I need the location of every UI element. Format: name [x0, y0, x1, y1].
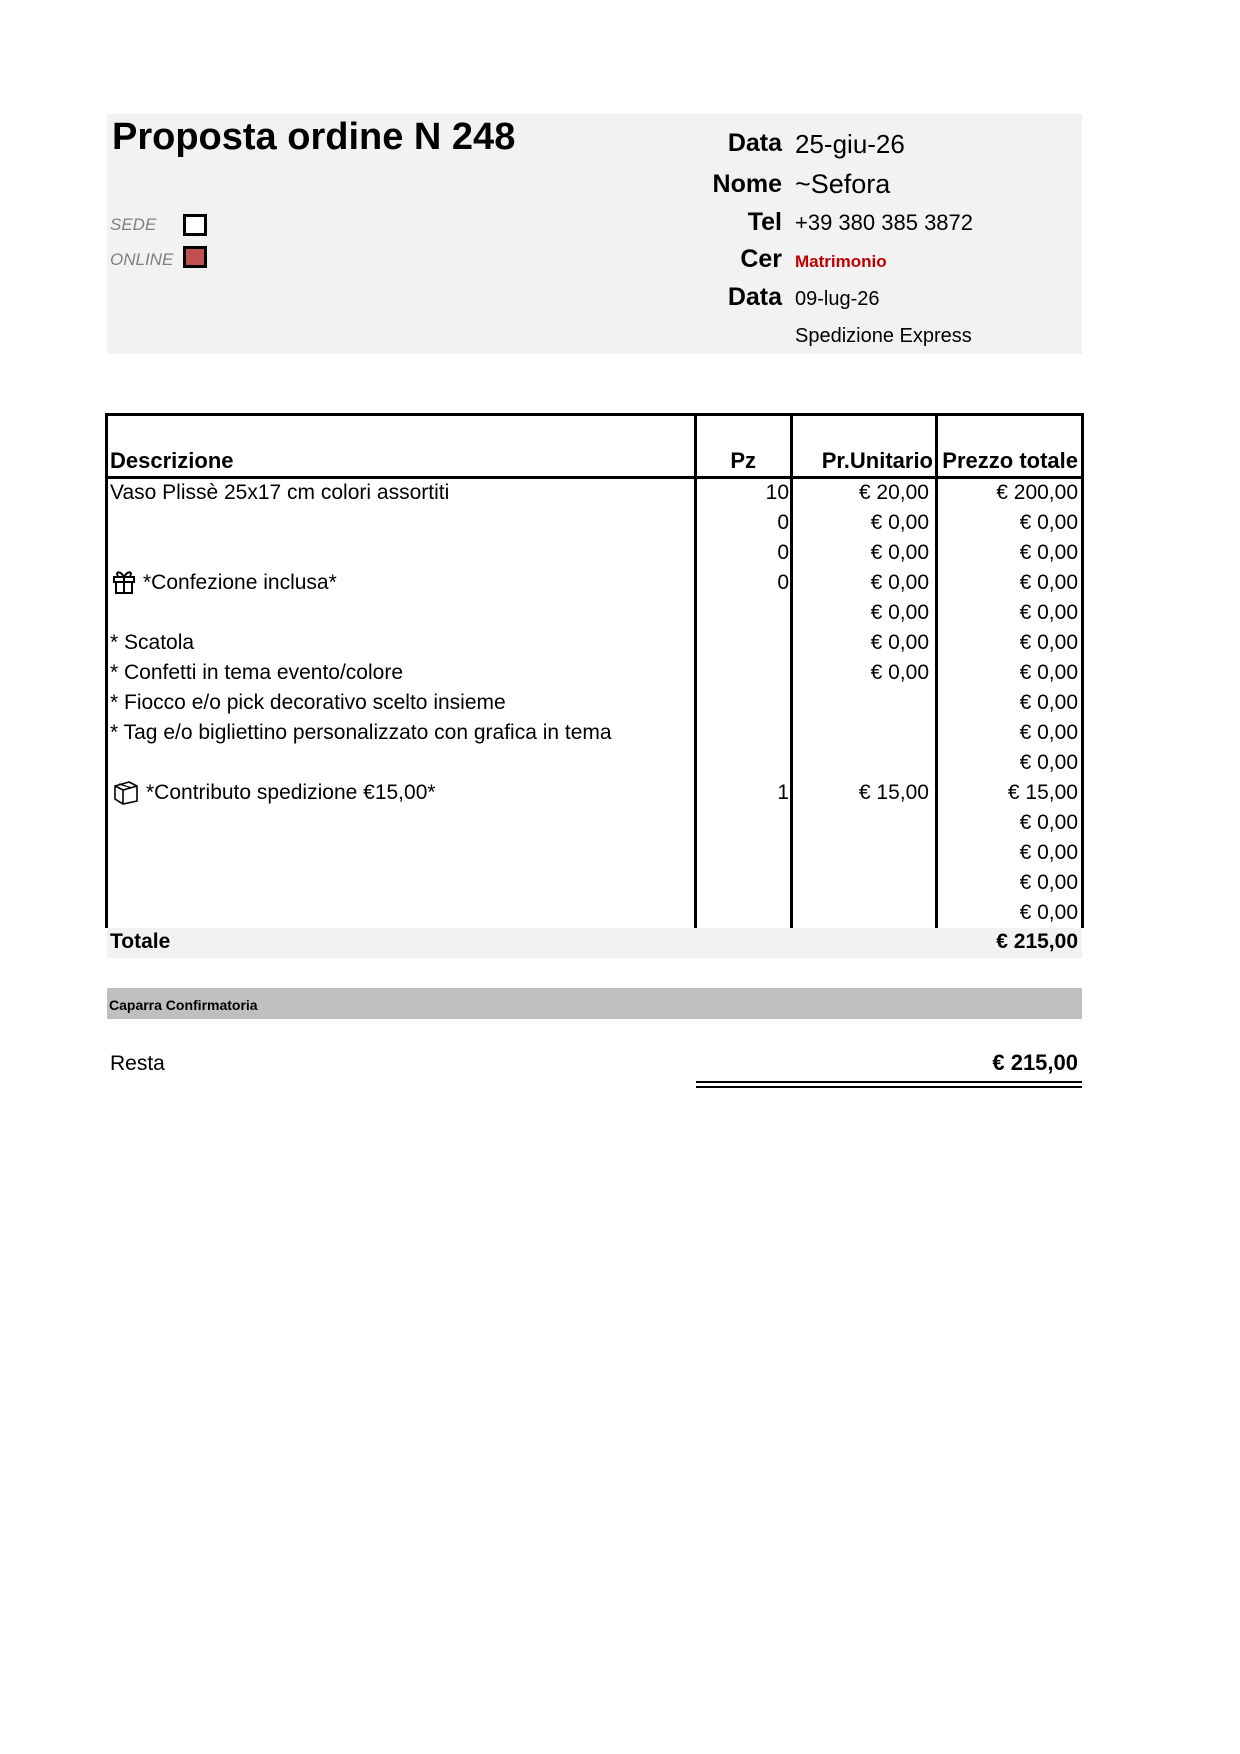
row-total-price: € 0,00	[1019, 631, 1078, 654]
table-divider-total	[935, 413, 938, 928]
row-total-price: € 0,00	[1019, 691, 1078, 714]
row-total-price: € 0,00	[1019, 841, 1078, 864]
row-unit-price: € 15,00	[858, 781, 929, 804]
row-unit-price: € 0,00	[870, 541, 929, 564]
option-label-online: ONLINE	[110, 250, 174, 269]
row-description: * Fiocco e/o pick decorativo scelto insieme	[110, 691, 506, 714]
remaining-double-rule-top	[696, 1081, 1082, 1083]
box-icon	[112, 778, 140, 811]
total-value: € 215,00	[996, 930, 1078, 953]
row-total-price: € 0,00	[1019, 661, 1078, 684]
row-total-price: € 0,00	[1019, 811, 1078, 834]
info-value-name: ~Sefora	[795, 169, 891, 199]
checkbox-sede[interactable]	[183, 214, 207, 236]
column-header-total-price: Prezzo totale	[942, 448, 1078, 473]
info-label-tel: Tel	[747, 208, 782, 236]
info-label-data: Data	[727, 129, 782, 157]
gift-icon	[112, 568, 136, 599]
info-label-data-2: Data	[727, 283, 782, 311]
row-total-price: € 0,00	[1019, 601, 1078, 624]
row-total-price: € 0,00	[1019, 571, 1078, 594]
info-value-phone: +39 380 385 3872	[795, 210, 974, 235]
option-label-sede: SEDE	[110, 215, 157, 234]
row-description: *Contributo spedizione €15,00*	[146, 781, 436, 804]
row-unit-price: € 0,00	[870, 661, 929, 684]
row-unit-price: € 0,00	[870, 511, 929, 534]
column-header-qty: Pz	[730, 448, 756, 473]
row-description: * Scatola	[110, 631, 195, 654]
order-title: Proposta ordine N 248	[112, 116, 516, 158]
info-label-nome: Nome	[712, 170, 782, 198]
row-total-price: € 0,00	[1019, 751, 1078, 774]
row-qty: 10	[765, 481, 789, 504]
deposit-label: Caparra Confirmatoria	[109, 997, 258, 1013]
row-qty: 1	[777, 781, 789, 804]
row-qty: 0	[777, 511, 789, 534]
row-unit-price: € 20,00	[858, 481, 929, 504]
info-label-cer: Cer	[740, 245, 782, 273]
row-qty: 0	[777, 541, 789, 564]
total-label: Totale	[110, 930, 171, 953]
row-unit-price: € 0,00	[870, 631, 929, 654]
row-qty: 0	[777, 571, 789, 594]
row-description: * Tag e/o bigliettino personalizzato con grafica in tema	[110, 721, 612, 744]
total-row	[107, 928, 1082, 958]
table-divider-unit	[790, 413, 793, 928]
row-description: *Confezione inclusa*	[143, 571, 337, 594]
row-total-price: € 0,00	[1019, 901, 1078, 924]
table-header-rule	[105, 476, 1084, 479]
row-total-price: € 200,00	[996, 481, 1078, 504]
row-total-price: € 0,00	[1019, 511, 1078, 534]
info-value-ceremony: Matrimonio	[795, 252, 887, 271]
row-unit-price: € 0,00	[870, 571, 929, 594]
remaining-double-rule-bottom	[696, 1086, 1082, 1088]
column-header-description: Descrizione	[110, 448, 234, 473]
table-border-right	[1081, 413, 1084, 928]
row-description: Vaso Plissè 25x17 cm colori assortiti	[110, 481, 450, 504]
row-total-price: € 0,00	[1019, 541, 1078, 564]
column-header-unit-price: Pr.Unitario	[821, 448, 933, 473]
row-total-price: € 15,00	[1007, 781, 1078, 804]
table-border-left	[105, 413, 108, 928]
row-unit-price: € 0,00	[870, 601, 929, 624]
info-value-date: 25-giu-26	[795, 129, 905, 159]
info-value-delivery-date: 09-lug-26	[795, 288, 880, 310]
row-total-price: € 0,00	[1019, 871, 1078, 894]
remaining-label: Resta	[110, 1052, 165, 1075]
row-description: * Confetti in tema evento/colore	[110, 661, 403, 684]
remaining-value: € 215,00	[992, 1050, 1078, 1075]
row-total-price: € 0,00	[1019, 721, 1078, 744]
checkbox-online[interactable]	[183, 246, 207, 268]
table-divider-qty	[694, 413, 697, 928]
info-value-shipping: Spedizione Express	[795, 325, 972, 347]
